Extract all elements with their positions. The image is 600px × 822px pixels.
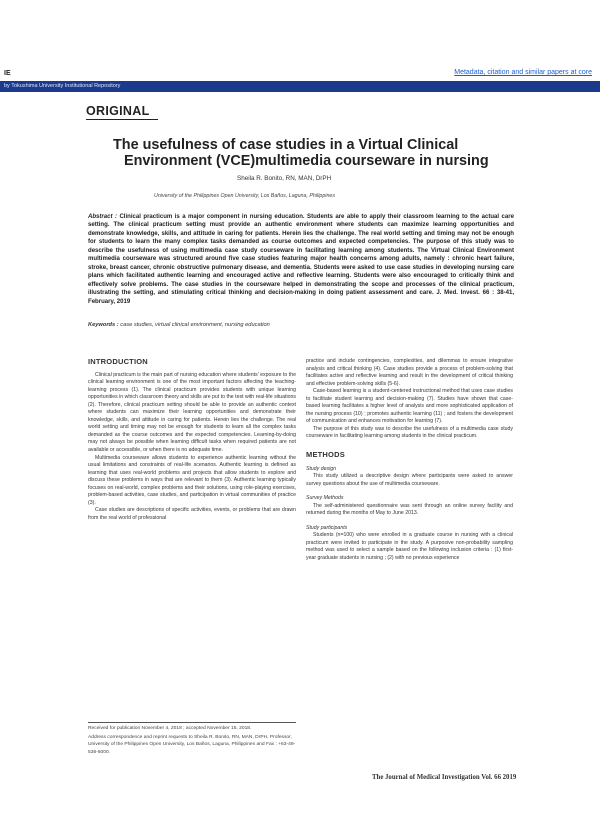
participants-label: Study participants <box>306 524 348 531</box>
abstract <box>88 213 514 306</box>
article-title-line1: The usefulness of case studies in a Virtual Clinical <box>113 137 459 153</box>
affiliation: University of the Philippines Open University, Los Baños, Laguna, Philippines <box>154 193 335 199</box>
abstract-label: Abstract : <box>88 214 117 220</box>
footnote-address: Address correspondence and reprint requests to Sheila R. Bonito, RN, MAN, DrPH, Professor, University of the Philippines Open University, Los Baños, Laguna, Philippines and Fax : +63-49-536-6000. <box>88 735 296 755</box>
methods-heading: METHODS <box>306 450 345 460</box>
core-label: IE <box>4 70 11 77</box>
article-title-line2: Environment (VCE)multimedia courseware in nursing <box>124 153 489 169</box>
body-column-right <box>306 358 513 563</box>
survey-methods-text: The self-administered questionnaire was sent through an online survey facility and returned during the months of May to June 2013. <box>306 502 513 517</box>
keywords-text: case studies, virtual clinical environment, nursing education <box>120 322 270 328</box>
col2-paragraph-2: Case-based learning is a student-centered instructional method that uses case studies to facilitate student learning and decision-making (7). Studies have shown that case-based learning facilitates a higher level of analysis and more sophisticated application of the nursing process (10) ; promotes authentic learning (11) ; and fosters the development of communication and enhances motivation for learning (7). <box>306 388 513 425</box>
section-label: ORIGINAL <box>86 104 150 118</box>
keywords <box>88 322 270 328</box>
footnote-rule <box>88 722 296 723</box>
journal-footer: The Journal of Medical Investigation Vol. 66 2019 <box>372 774 517 781</box>
survey-methods-label: Survey Methods <box>306 495 344 502</box>
introduction-heading: INTRODUCTION <box>88 357 148 366</box>
intro-paragraph-1: Clinical practicum is the main part of nursing education where students' exposure to the clinical learning environment is one of the most important factors affecting the teaching-learning process (1). The clinical practicum provides students with unique learning opportunities in which classroom theory and skills are put to the test with real-life situations (2). Therefore, clinical practicum setting should be able to provide an authentic context where students can maximize their learning opportunities and demonstrate their knowledge, skills, and attitude in caring for patients. Herein lies the challenge. The real world setting and timing may not be enough for students to learn all the complex tasks demanded as the course outcomes and the expected competencies. Learning-by-doing may not always be possible when learning difficult tasks when required patients are not available or accessible, or when there is no adequate time. <box>88 371 296 454</box>
body-column-left <box>88 358 296 522</box>
col2-paragraph-1: practice and include contingencies, complexities, and dilemmas to ensure integrative analysis and critical thinking (4). Case studies provide a process of problem-solving that facilitates active and reflective learning and result in the development of critical thinking and effective problem-solving skills (5-6). <box>306 358 513 387</box>
keywords-label: Keywords : <box>88 322 119 328</box>
abstract-text: Clinical practicum is a major component in nursing education. Students are able to apply their classroom learning to the actual care setting. The clinical practicum setting must provide an authentic environment where students can maximize learning opportunities and demonstrate knowledge, skills, and attitude in caring for patients. Herein lies the challenge. The real world setting and timing may not be enough for students to learn the many complex tasks demanded as course outcomes and expected competencies. The purpose of this study was to describe the usefulness of using multimedia case study courseware in facilitating learning among students. The Virtual Clinical Environment multimedia courseware was structured around five case studies featuring major health concerns among adults, namely : chronic heart failure, stroke, breast cancer, chronic obstructive pulmonary disease, and dementia. Students were asked to use case studies in developing nursing care plans which facilitated authentic learning and encouraged active and reflective learning. Students were also encouraged to critically think and effectively solve problems. The case studies in the courseware helped in demonstrating the scope and processes of the clinical practicum, illustrating the setting, and stimulating critical thinking and decision-making in doing patient assessment and care. J. Med. Invest. 66 : 38-41, February, 2019 <box>88 214 514 305</box>
footnote <box>88 725 296 758</box>
study-design-text: This study utilized a descriptive design where participants were asked to answer survey questions about the use of multimedia courseware. <box>306 473 513 487</box>
participants-text: Students (n=100) who were enrolled in a graduate course in nursing with a clinical practicum were invited to participate in the study. A purposive non-probability sampling method was used to select a sample based on the following inclusion criteria : (1) first-year graduate students in nursing ; (2) with no previous experience <box>306 532 513 562</box>
intro-paragraph-3: Case studies are descriptions of specific activities, events, or problems that are drawn from the real world of professional <box>88 507 296 521</box>
col2-paragraph-3: The purpose of this study was to describe the usefulness of a multimedia case study courseware in facilitating learning among students in the clinical practicum. <box>306 425 513 440</box>
authors: Sheila R. Bonito, RN, MAN, DrPH <box>237 175 332 182</box>
footnote-received: Received for publication November 4, 2018 ; accepted November 15, 2018. <box>88 726 252 731</box>
study-design-label: Study design <box>306 465 336 472</box>
intro-paragraph-2: Multimedia courseware allows students to experience authentic learning without the usual limitations and constraints of real-life scenarios. Authentic learning is defined as learning that uses real-world problems and projects that allow students to explore and discuss these problems in ways that are relevant to them (3). Authentic learning typically focuses on real-world, complex problems and their solutions, using role-playing exercises, problem-based activities, case studies, and participation in virtual communities of practice (3). <box>88 454 296 506</box>
repository-provider[interactable]: by Tokushima University Institutional Repository <box>4 83 121 89</box>
metadata-link[interactable]: Metadata, citation and similar papers at core <box>454 69 592 76</box>
section-underline <box>86 119 158 120</box>
